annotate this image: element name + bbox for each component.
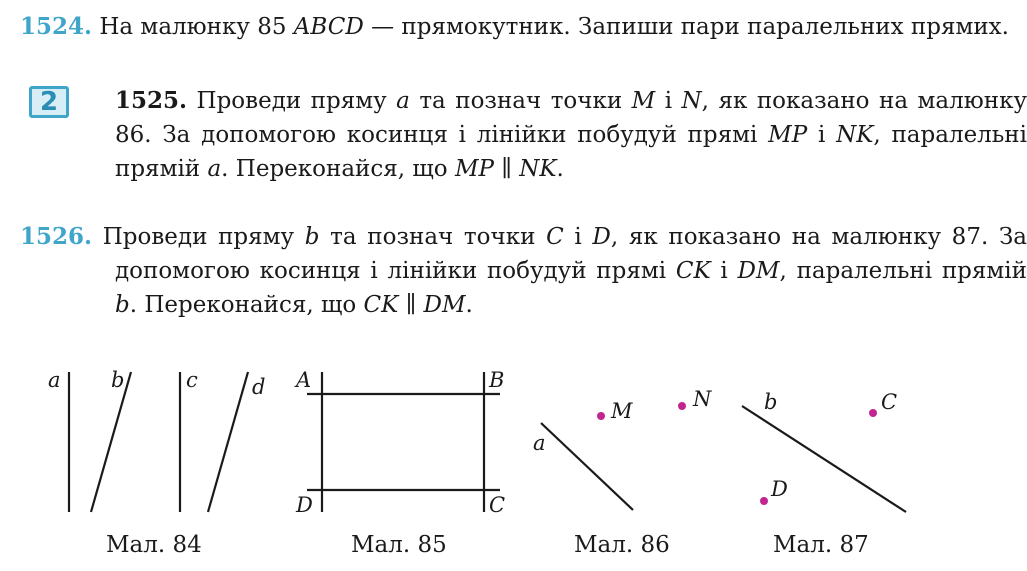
point-C: [869, 409, 877, 417]
label-N: N: [693, 387, 712, 411]
caption-fig-84: Мал. 84: [106, 532, 202, 558]
line-d: [208, 372, 248, 512]
figure-86-line-a: [541, 423, 633, 510]
label-A: A: [296, 368, 312, 392]
caption-fig-86: Мал. 86: [574, 532, 670, 558]
caption-fig-87: Мал. 87: [773, 532, 869, 558]
label-d: d: [252, 375, 266, 399]
label-C: C: [489, 493, 506, 517]
problem-text: Проведи пряму a та познач точки M і N, як показано на малюнку 86. За допомогою косинця і лінійки побудуй прямі MP і NK, паралельні прямій a. Переконайся, що MP ∥ NK.: [115, 88, 1027, 182]
label-b-87: b: [764, 390, 778, 414]
figure-84-lines: [69, 372, 248, 512]
point-N: [678, 402, 686, 410]
label-a: a: [48, 368, 61, 392]
figures-row: [0, 350, 986, 571]
problem-number: 1524.: [20, 13, 93, 40]
caption-fig-85: Мал. 85: [351, 532, 447, 558]
label-a-86: a: [533, 431, 546, 455]
label-b: b: [111, 368, 125, 392]
point-M: [597, 412, 605, 420]
figure-85-rectangle: [307, 372, 500, 512]
problem-text: На малюнку 85 ABCD — прямокутник. Запиши пари паралельних прямих.: [99, 14, 1009, 40]
label-D: D: [296, 493, 313, 517]
problem-1524: [20, 10, 1027, 44]
label-B: B: [489, 368, 505, 392]
point-D: [760, 497, 768, 505]
problem-text: Проведи пряму b та познач точки C і D, як показано на малюнку 87. За допомогою косинця і лінійки побудуй прямі CK і DM, паралельні прямій b. Переконайся, що CK ∥ DM.: [102, 224, 1027, 318]
problem-number: 1526.: [20, 223, 93, 250]
label-c: c: [186, 368, 198, 392]
line-b: [91, 372, 131, 512]
label-C-87: C: [881, 390, 898, 414]
label-D-87: D: [771, 477, 788, 501]
problem-1525: [20, 84, 1027, 186]
label-M: M: [611, 399, 633, 423]
figure-87-line-b: [742, 406, 906, 512]
problem-1526: [20, 220, 1027, 322]
problem-number: 1525.: [115, 87, 188, 114]
difficulty-level-badge: 2: [29, 86, 69, 118]
